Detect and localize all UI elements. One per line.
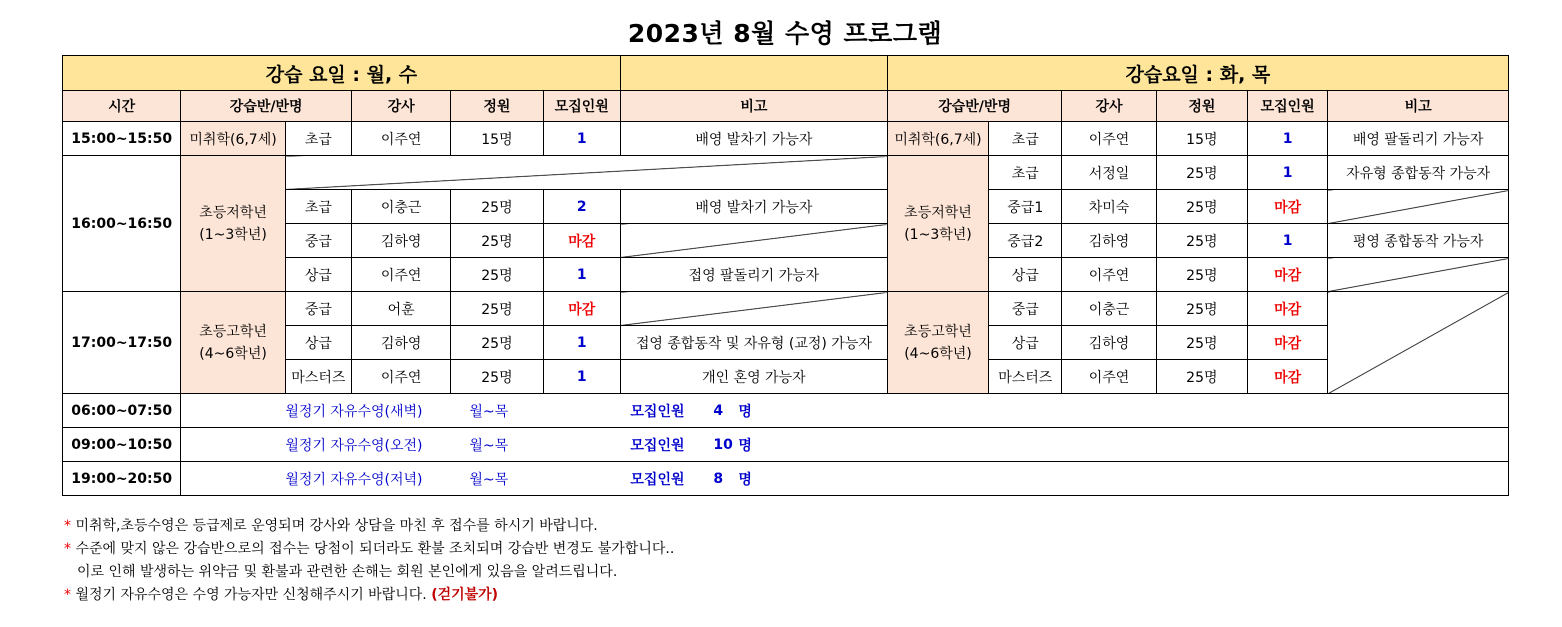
- table-row: [63, 122, 1509, 156]
- recruit-cell: 1: [1248, 224, 1328, 258]
- note-text: 수준에 맞지 않은 강습반으로의 접수는 당첨이 되더라도 환불 조치되며 강습반 변경도 불가합니다..: [75, 541, 675, 557]
- teacher-cell: 어훈: [351, 292, 450, 326]
- level-cell: 초급: [989, 156, 1062, 190]
- teacher-cell: 이주연: [351, 360, 450, 394]
- free-swim-name: 월정기 자유수영(오전): [285, 437, 423, 454]
- group-cell: 초등고학년 (4~6학년): [887, 292, 988, 394]
- free-swim-name: 월정기 자유수영(저녁): [285, 471, 423, 488]
- free-swim-recruit-label: 모집인원: [630, 403, 685, 420]
- group-cell: 미취학(6,7세): [181, 122, 285, 156]
- capacity-cell: 25명: [451, 258, 543, 292]
- capacity-cell: 25명: [451, 360, 543, 394]
- free-swim-cell: [181, 462, 1509, 496]
- time-cell: 09:00~10:50: [63, 428, 181, 462]
- table-row: [63, 156, 1509, 190]
- teacher-cell: 김하영: [351, 326, 450, 360]
- note-cell-empty: [620, 292, 887, 326]
- teacher-cell: 김하영: [351, 224, 450, 258]
- free-swim-row: [63, 462, 1509, 496]
- col-capacity: 정원: [451, 91, 543, 122]
- teacher-cell: 차미숙: [1062, 190, 1156, 224]
- level-cell: 중급2: [989, 224, 1062, 258]
- free-swim-recruit-label: 모집인원: [630, 437, 685, 454]
- empty-slot: [285, 156, 887, 190]
- recruit-cell: 마감: [1248, 292, 1328, 326]
- level-cell: 초급: [285, 122, 351, 156]
- free-swim-days: 월~목: [469, 403, 509, 420]
- capacity-cell: 25명: [1156, 224, 1247, 258]
- free-swim-name: 월정기 자유수영(새벽): [285, 403, 423, 420]
- note-cell: 자유형 종합동작 가능자: [1328, 156, 1509, 190]
- capacity-cell: 25명: [1156, 292, 1247, 326]
- free-swim-cell: [181, 428, 1509, 462]
- note-cell: 배영 발차기 가능자: [620, 122, 887, 156]
- recruit-cell: 2: [543, 190, 620, 224]
- note-cell: 접영 팔돌리기 가능자: [620, 258, 887, 292]
- free-swim-unit: 명: [738, 437, 752, 454]
- free-swim-row: [63, 428, 1509, 462]
- recruit-cell: 마감: [1248, 326, 1328, 360]
- level-cell: 초급: [989, 122, 1062, 156]
- schedule-table: [62, 55, 1509, 496]
- free-swim-unit: 명: [738, 403, 752, 420]
- note-bullet: *: [64, 541, 71, 557]
- recruit-cell: 1: [1248, 122, 1328, 156]
- group-cell: 초등저학년 (1~3학년): [887, 156, 988, 292]
- recruit-cell: 마감: [543, 292, 620, 326]
- level-cell: 중급: [989, 292, 1062, 326]
- teacher-cell: 김하영: [1062, 224, 1156, 258]
- teacher-cell: 이주연: [351, 122, 450, 156]
- teacher-cell: 이주연: [1062, 360, 1156, 394]
- capacity-cell: 25명: [1156, 360, 1247, 394]
- recruit-cell: 마감: [543, 224, 620, 258]
- capacity-cell: 25명: [451, 326, 543, 360]
- capacity-cell: 25명: [1156, 326, 1247, 360]
- teacher-cell: 이충근: [351, 190, 450, 224]
- col-teacher: 강사: [351, 91, 450, 122]
- free-swim-days: 월~목: [469, 471, 509, 488]
- recruit-cell: 1: [543, 122, 620, 156]
- level-cell: 중급: [285, 292, 351, 326]
- note-cell-empty: [1328, 258, 1509, 292]
- free-swim-count: 4: [713, 402, 724, 419]
- note-cell: 배영 팔돌리기 가능자: [1328, 122, 1509, 156]
- note-cell-empty: [1328, 190, 1509, 224]
- recruit-cell: 1: [543, 326, 620, 360]
- capacity-cell: 25명: [451, 190, 543, 224]
- note-line: [64, 561, 674, 584]
- group-cell: 초등저학년 (1~3학년): [181, 156, 285, 292]
- col-recruit-right: 모집인원: [1248, 91, 1328, 122]
- capacity-cell: 25명: [1156, 156, 1247, 190]
- time-cell: 15:00~15:50: [63, 122, 181, 156]
- note-line: [64, 584, 674, 607]
- level-cell: 상급: [285, 326, 351, 360]
- note-text: 이로 인해 발생하는 위약금 및 환불과 관련한 손해는 회원 본인에게 있음을 알려드립니다.: [77, 564, 618, 580]
- note-text: 월정기 자유수영은 수영 가능자만 신청해주시기 바랍니다.: [75, 587, 427, 603]
- note-cell: 배영 발차기 가능자: [620, 190, 887, 224]
- blank-header: [620, 56, 887, 91]
- note-cell-empty: [1328, 292, 1509, 394]
- level-cell: 상급: [989, 258, 1062, 292]
- note-bullet: *: [64, 518, 71, 534]
- col-class-right: 강습반/반명: [887, 91, 1062, 122]
- free-swim-cell: [181, 394, 1509, 428]
- free-swim-count: 8: [713, 470, 724, 487]
- right-days-header: 강습요일 : 화, 목: [887, 56, 1508, 91]
- note-line: [64, 538, 674, 561]
- note-cell: 개인 혼영 가능자: [620, 360, 887, 394]
- table-row: [63, 292, 1509, 326]
- teacher-cell: 이주연: [1062, 122, 1156, 156]
- free-swim-recruit-label: 모집인원: [630, 471, 685, 488]
- recruit-cell: 1: [543, 258, 620, 292]
- teacher-cell: 서정일: [1062, 156, 1156, 190]
- note-cell: 평영 종합동작 가능자: [1328, 224, 1509, 258]
- note-warning: (걷기불가): [431, 587, 499, 603]
- free-swim-row: [63, 394, 1509, 428]
- note-text: 미취학,초등수영은 등급제로 운영되며 강사와 상담을 마친 후 접수를 하시기 바랍니다.: [75, 518, 598, 534]
- level-cell: 중급: [285, 224, 351, 258]
- note-cell: 접영 종합동작 및 자유형 (교정) 가능자: [620, 326, 887, 360]
- col-note: 비고: [620, 91, 887, 122]
- time-cell: 06:00~07:50: [63, 394, 181, 428]
- page-title: 2023년 8월 수영 프로그램: [627, 19, 943, 48]
- note-bullet: *: [64, 587, 71, 603]
- note-line: [64, 515, 674, 538]
- time-cell: 16:00~16:50: [63, 156, 181, 292]
- group-cell: 초등고학년 (4~6학년): [181, 292, 285, 394]
- notes-section: [64, 515, 674, 607]
- recruit-cell: 1: [1248, 156, 1328, 190]
- col-note-right: 비고: [1328, 91, 1509, 122]
- capacity-cell: 15명: [1156, 122, 1247, 156]
- recruit-cell: 마감: [1248, 258, 1328, 292]
- left-days-header: 강습 요일 : 월, 수: [63, 56, 621, 91]
- capacity-cell: 25명: [1156, 258, 1247, 292]
- teacher-cell: 이주연: [351, 258, 450, 292]
- recruit-cell: 마감: [1248, 190, 1328, 224]
- note-cell-empty: [620, 224, 887, 258]
- time-cell: 17:00~17:50: [63, 292, 181, 394]
- level-cell: 상급: [989, 326, 1062, 360]
- capacity-cell: 25명: [451, 292, 543, 326]
- col-class: 강습반/반명: [181, 91, 352, 122]
- level-cell: 상급: [285, 258, 351, 292]
- free-swim-unit: 명: [738, 471, 752, 488]
- teacher-cell: 이충근: [1062, 292, 1156, 326]
- capacity-cell: 25명: [451, 224, 543, 258]
- teacher-cell: 이주연: [1062, 258, 1156, 292]
- capacity-cell: 25명: [1156, 190, 1247, 224]
- time-cell: 19:00~20:50: [63, 462, 181, 496]
- teacher-cell: 김하영: [1062, 326, 1156, 360]
- free-swim-days: 월~목: [469, 437, 509, 454]
- capacity-cell: 15명: [451, 122, 543, 156]
- col-recruit: 모집인원: [543, 91, 620, 122]
- level-cell: 초급: [285, 190, 351, 224]
- recruit-cell: 마감: [1248, 360, 1328, 394]
- free-swim-count: 10: [713, 436, 733, 453]
- col-time: 시간: [63, 91, 181, 122]
- level-cell: 마스터즈: [989, 360, 1062, 394]
- recruit-cell: 1: [543, 360, 620, 394]
- level-cell: 마스터즈: [285, 360, 351, 394]
- col-capacity-right: 정원: [1156, 91, 1247, 122]
- level-cell: 중급1: [989, 190, 1062, 224]
- group-cell: 미취학(6,7세): [887, 122, 988, 156]
- col-teacher-right: 강사: [1062, 91, 1156, 122]
